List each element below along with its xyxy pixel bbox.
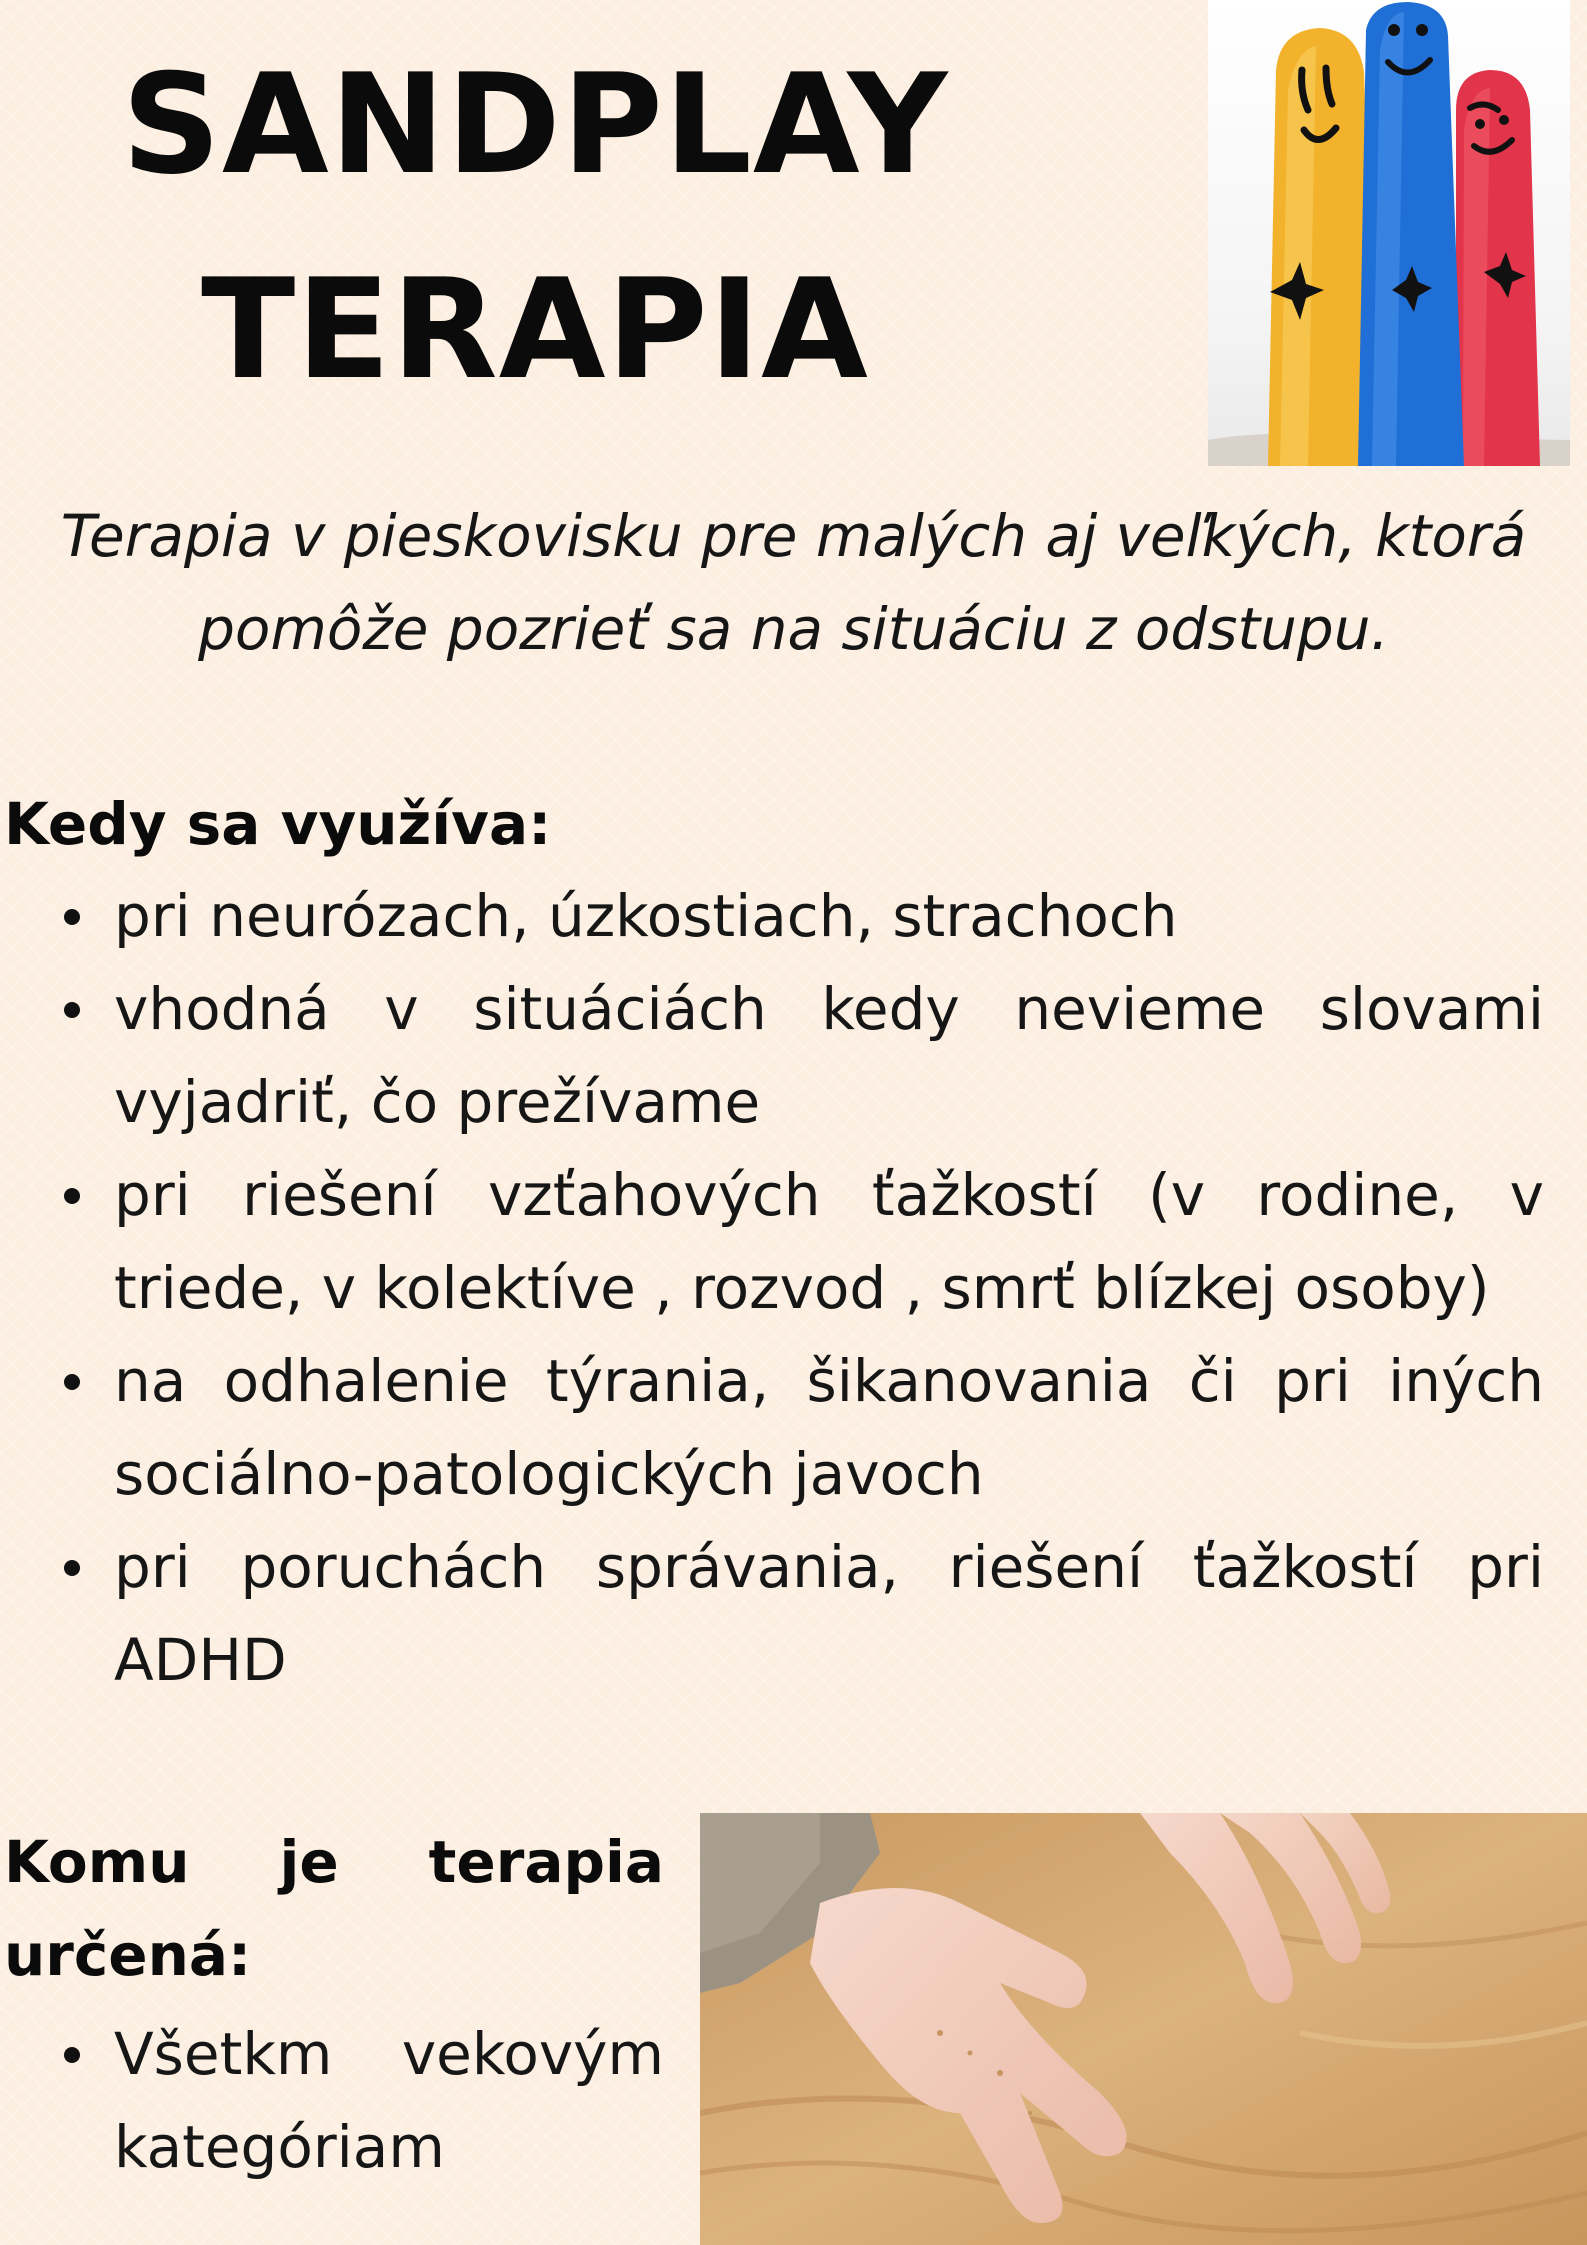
sand-hands-image bbox=[700, 1813, 1587, 2245]
list-item: pri poruchách správania, riešení ťažkostí pri ADHD bbox=[114, 1521, 1544, 1707]
list-item: pri neurózach, úzkostiach, strachoch bbox=[114, 870, 1544, 963]
painted-fingers-image bbox=[1208, 0, 1570, 466]
list-item: Všetkm vekovým kategóriam bbox=[114, 2008, 664, 2194]
page-title bbox=[90, 22, 980, 432]
title-line-2: TERAPIA bbox=[201, 249, 869, 410]
when-section-heading: Kedy sa využíva: bbox=[4, 790, 552, 858]
who-heading-line-2: určená: bbox=[4, 1921, 252, 1989]
list-item: vhodná v situáciách kedy nevieme slovami vyjadriť, čo prežívame bbox=[114, 963, 1544, 1149]
who-section-heading bbox=[4, 1816, 664, 2002]
subtitle-line-2: pomôže pozrieť sa na situáciu z odstupu. bbox=[198, 595, 1389, 663]
painted-fingers-illustration bbox=[1208, 0, 1570, 466]
title-line-1: SANDPLAY bbox=[121, 44, 949, 205]
subtitle bbox=[40, 490, 1547, 676]
subtitle-line-1: Terapia v pieskovisku pre malých aj veľkých, ktorá bbox=[60, 502, 1527, 570]
who-heading-word: je bbox=[279, 1828, 339, 1896]
list-item: pri riešení vzťahových ťažkostí (v rodine, v triede, v kolektíve , rozvod , smrť blízkej osoby) bbox=[114, 1149, 1544, 1335]
when-list bbox=[114, 870, 1544, 1707]
who-heading-line-1 bbox=[4, 1816, 664, 1909]
sand-hands-illustration bbox=[700, 1813, 1587, 2245]
list-item: na odhalenie týrania, šikanovania či pri iných sociálno-patologických javoch bbox=[114, 1335, 1544, 1521]
who-heading-word: terapia bbox=[428, 1828, 664, 1896]
who-list bbox=[114, 2008, 664, 2194]
who-heading-word: Komu bbox=[4, 1828, 190, 1896]
